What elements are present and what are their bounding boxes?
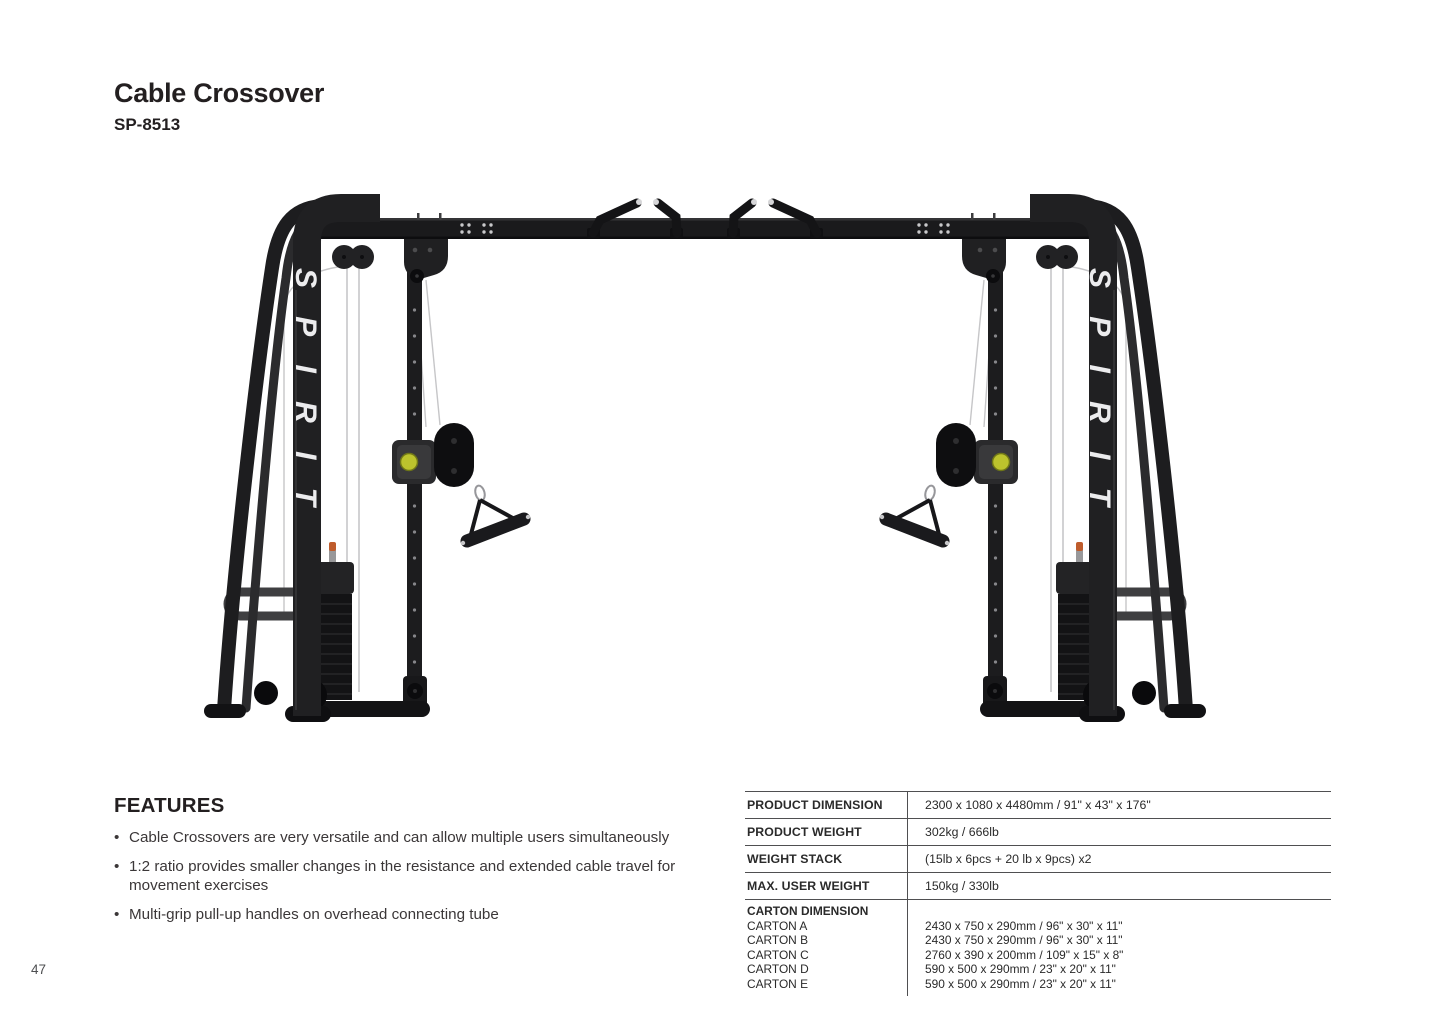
carton-label: CARTON B (747, 933, 809, 948)
carton-value: 2430 x 750 x 290mm / 96" x 30" x 11" (925, 918, 1123, 933)
feet (204, 679, 1206, 722)
spec-row (745, 872, 1331, 900)
product-model: SP-8513 (114, 115, 181, 134)
spec-label: MAX. USER WEIGHT (747, 879, 870, 893)
carton-dimension-section (745, 900, 1331, 996)
carton-label: CARTON D (747, 962, 809, 977)
page-title: Cable Crossover (114, 78, 325, 108)
selector-pin (401, 454, 418, 471)
spec-row (745, 791, 1331, 818)
carton-values (907, 900, 1331, 996)
bullet-glyph: • (114, 905, 120, 923)
carabiner (924, 485, 937, 502)
base-stabilizers (228, 592, 1182, 616)
spec-value: 302kg / 666lb (907, 819, 1331, 845)
feature-item (114, 828, 714, 848)
carton-labels (745, 900, 907, 996)
features-heading: FEATURES (114, 794, 225, 817)
carton-value: 590 x 500 x 290mm / 23" x 20" x 11" (925, 976, 1116, 991)
brand-logo-left: SPIRIT (289, 268, 322, 506)
features-list (114, 828, 714, 933)
carton-label: CARTON C (747, 947, 809, 962)
feature-text: Cable Crossovers are very versatile and can allow multiple users simultaneously (129, 829, 670, 846)
spec-row (745, 845, 1331, 872)
product-render (200, 170, 1250, 750)
carton-label: CARTON E (747, 976, 809, 991)
spec-label: PRODUCT DIMENSION (747, 798, 883, 812)
feature-text: Multi-grip pull-up handles on overhead connecting tube (129, 905, 499, 923)
left-top-pulleys (332, 239, 448, 283)
right-top-pulleys (962, 239, 1078, 283)
spec-label: WEIGHT STACK (747, 852, 843, 866)
spec-label: PRODUCT WEIGHT (747, 825, 862, 839)
bullet-glyph: • (114, 829, 120, 846)
carton-label: CARTON A (747, 918, 808, 933)
crossbar (321, 213, 1089, 239)
bullet-glyph: • (114, 857, 120, 875)
carabiner (474, 485, 487, 502)
feature-item (114, 857, 714, 896)
brand-logo-right: SPIRIT (1083, 268, 1116, 506)
spec-value: 150kg / 330lb (907, 873, 1331, 899)
spec-value: 2300 x 1080 x 4480mm / 91" x 43" x 176" (907, 792, 1331, 818)
carton-value-spacer (925, 904, 1331, 919)
spec-value: (15lb x 6pcs + 20 lb x 9pcs) x2 (907, 846, 1331, 872)
carton-title: CARTON DIMENSION (747, 904, 869, 918)
carton-value: 2760 x 390 x 200mm / 109" x 15" x 8" (925, 947, 1124, 962)
carton-value: 2430 x 750 x 290mm / 96" x 30" x 11" (925, 933, 1123, 948)
carton-value: 590 x 500 x 290mm / 23" x 20" x 11" (925, 962, 1116, 977)
feature-text: 1:2 ratio provides smaller changes in the resistance and extended cable travel for movement exercises (129, 857, 676, 894)
spec-row (745, 818, 1331, 845)
page-number: 47 (31, 962, 47, 977)
spec-table (745, 791, 1331, 996)
feature-item (114, 905, 714, 925)
selector-pin (993, 454, 1010, 471)
